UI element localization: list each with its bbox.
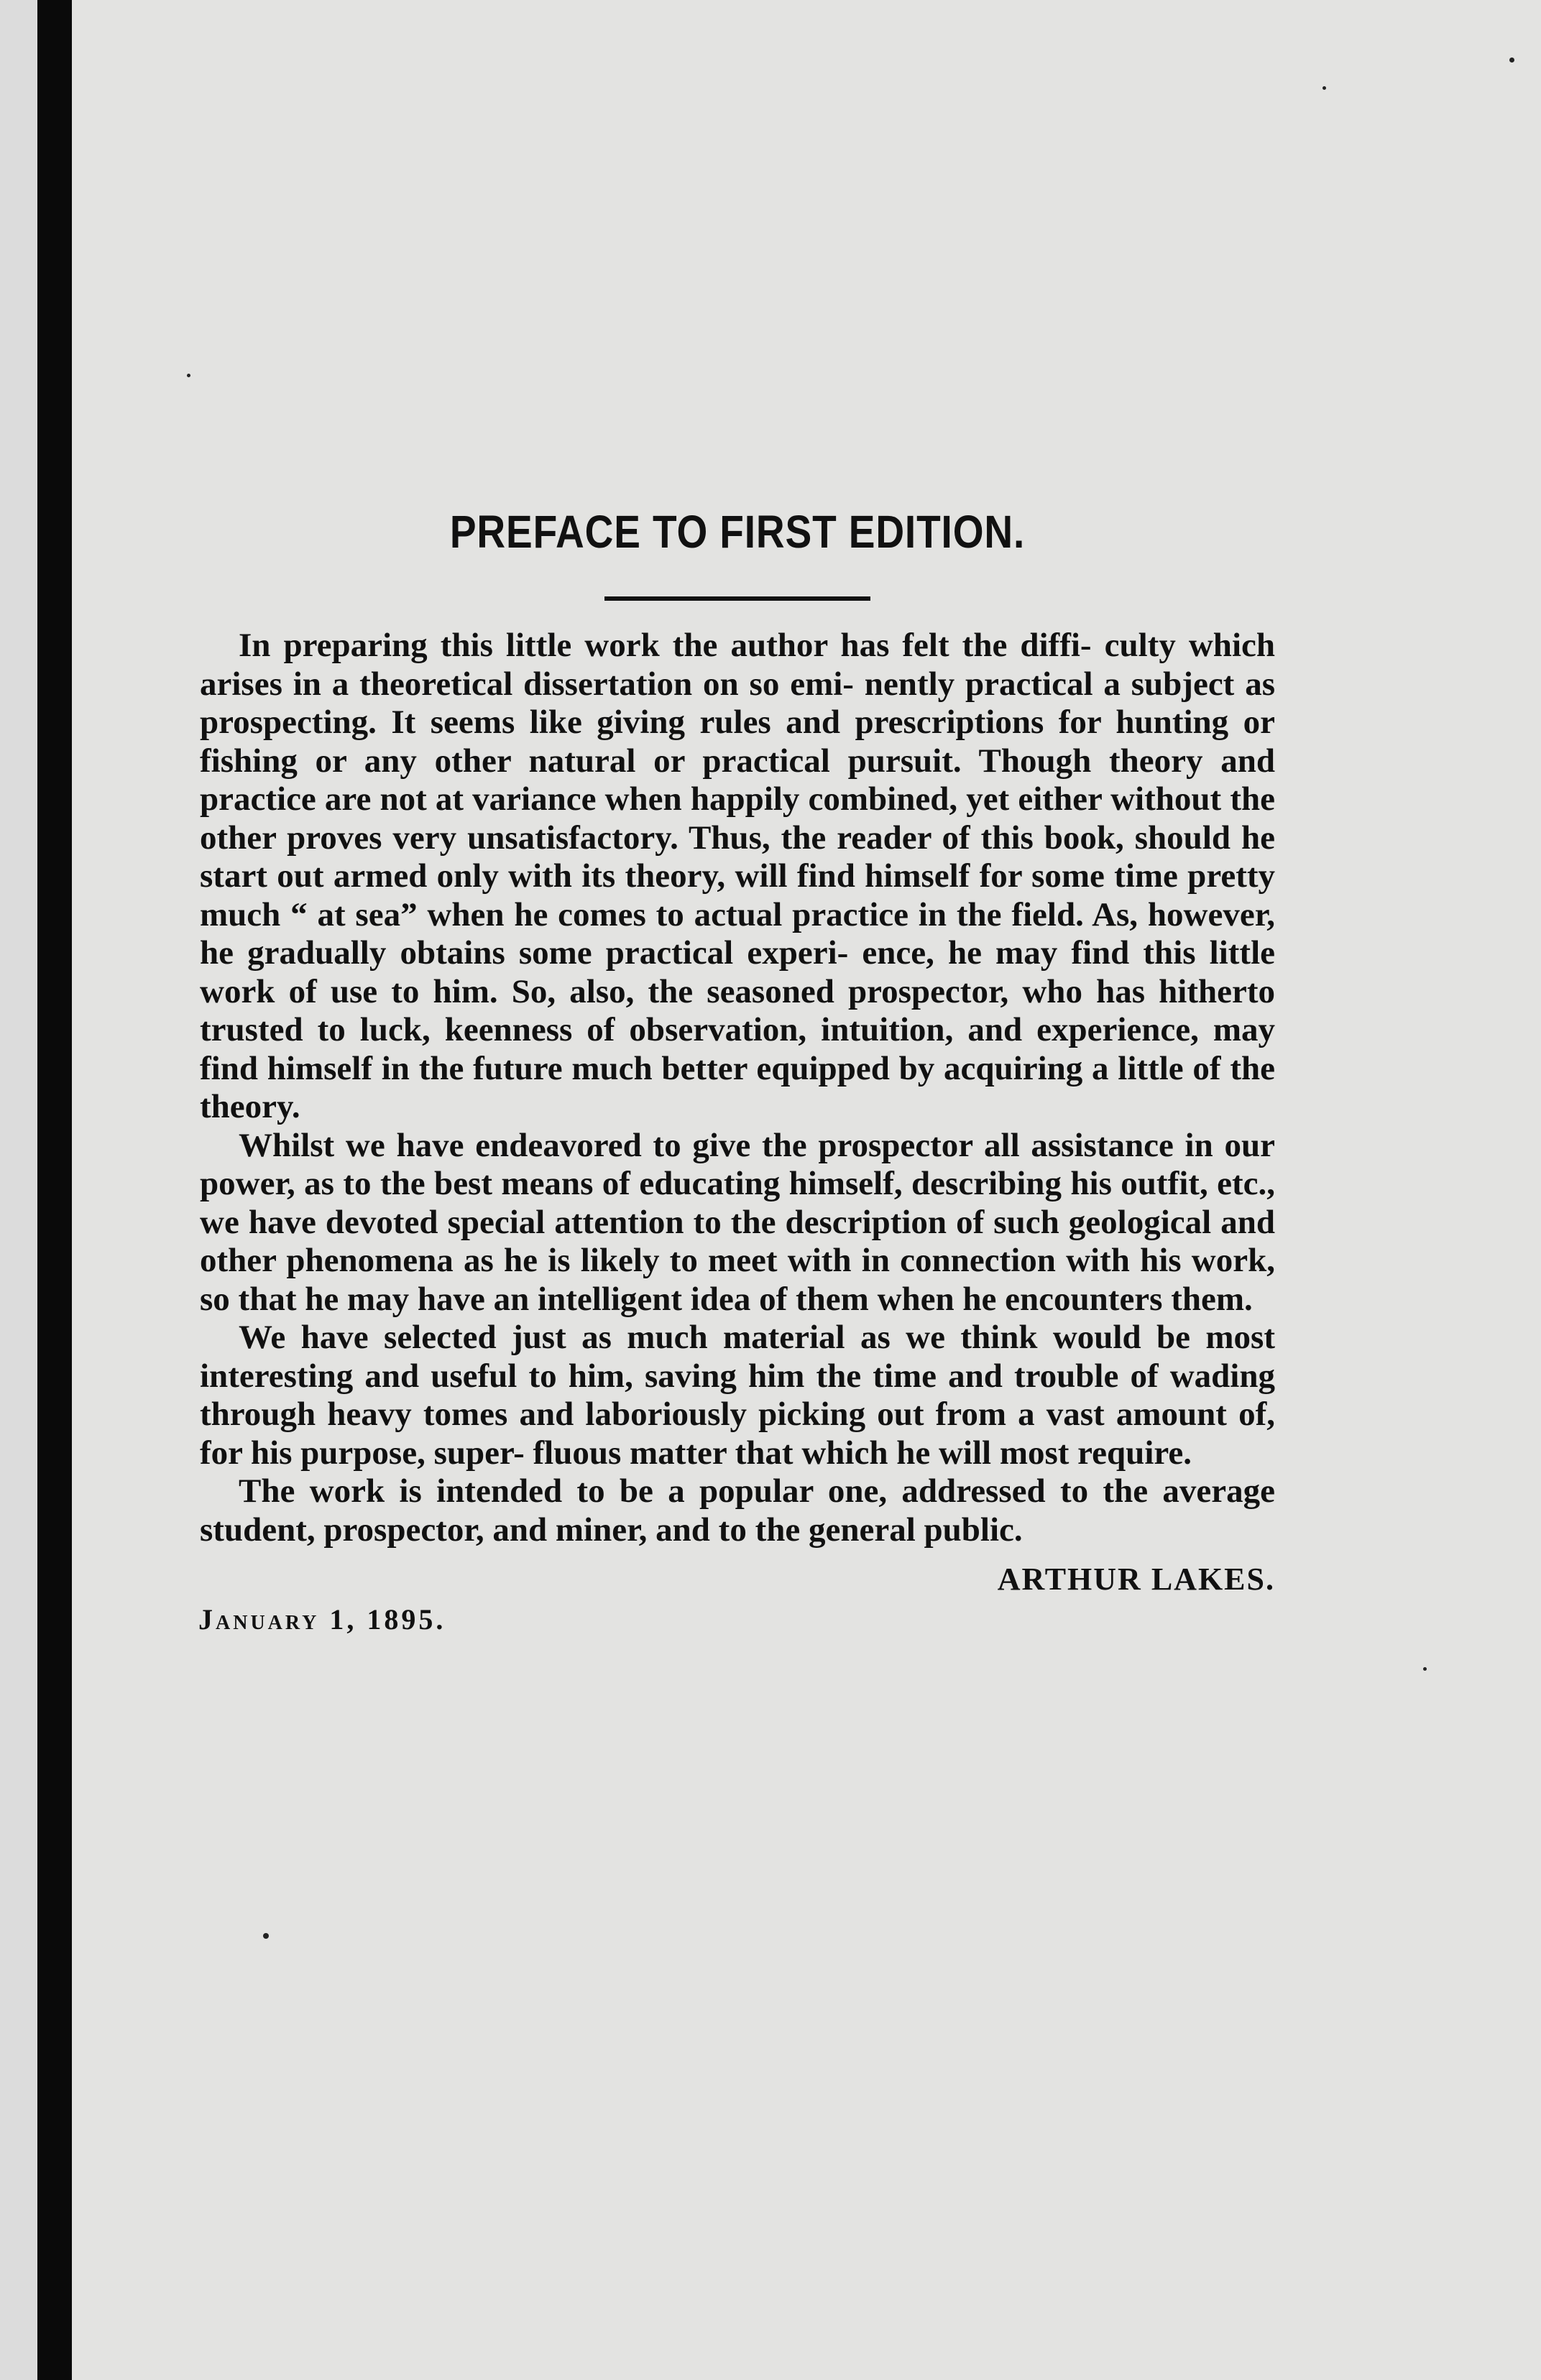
date-line: January 1, 1895. [198, 1603, 446, 1636]
dust-speck [1423, 1667, 1427, 1671]
author-signature: ARTHUR LAKES. [997, 1562, 1275, 1597]
page-title: PREFACE TO FIRST EDITION. [449, 506, 1026, 558]
signature-block [198, 1561, 1275, 1636]
binding-edge [0, 0, 37, 2380]
paragraph: The work is intended to be a popular one, addressed to the average student, prospector, and miner, and to the general public. [200, 1472, 1275, 1549]
paragraph: We have selected just as much material as we think would be most interesting and useful to him, saving him the time and trouble of wading through heavy tomes and laboriously picking out from a vast amount of, for his purpose, super- fluous matter that which he will most require. [200, 1319, 1275, 1472]
dust-speck [1509, 57, 1514, 63]
page-content [198, 496, 1275, 1636]
paragraph: Whilst we have endeavored to give the prospector all assistance in our power, as to the best means of educating himself, describing his outfit, etc., we have devoted special attention to the description of such geological and other phenomena as he is likely to meet with in connection with his work, so that he may have an intelligent idea of them when he encounters them. [200, 1126, 1275, 1318]
dust-speck [1322, 86, 1326, 90]
dust-speck [263, 1933, 269, 1939]
binding-shadow [37, 0, 72, 2380]
dust-speck [187, 374, 190, 377]
paragraph: In preparing this little work the author has felt the diffi- culty which arises in a theoretical dissertation on so emi- nently practical a subject as prospecting. It seems like giving rules and prescriptions for hunting or fishing or any other natural or practical pursuit. Though theory and practice are not at variance when happily combined, yet either without the other proves very unsatisfactory. Thus, the reader of this book, should he start out armed only with its theory, will find himself for some time pretty much “ at sea” when he comes to actual practice in the field. As, however, he gradually obtains some practical experi- ence, he may find this little work of use to him. So, also, the seasoned prospector, who has hitherto trusted to luck, keenness of observation, intuition, and experience, may find himself in the future much better equipped by acquiring a little of the theory. [200, 627, 1275, 1125]
title-rule [604, 596, 870, 601]
